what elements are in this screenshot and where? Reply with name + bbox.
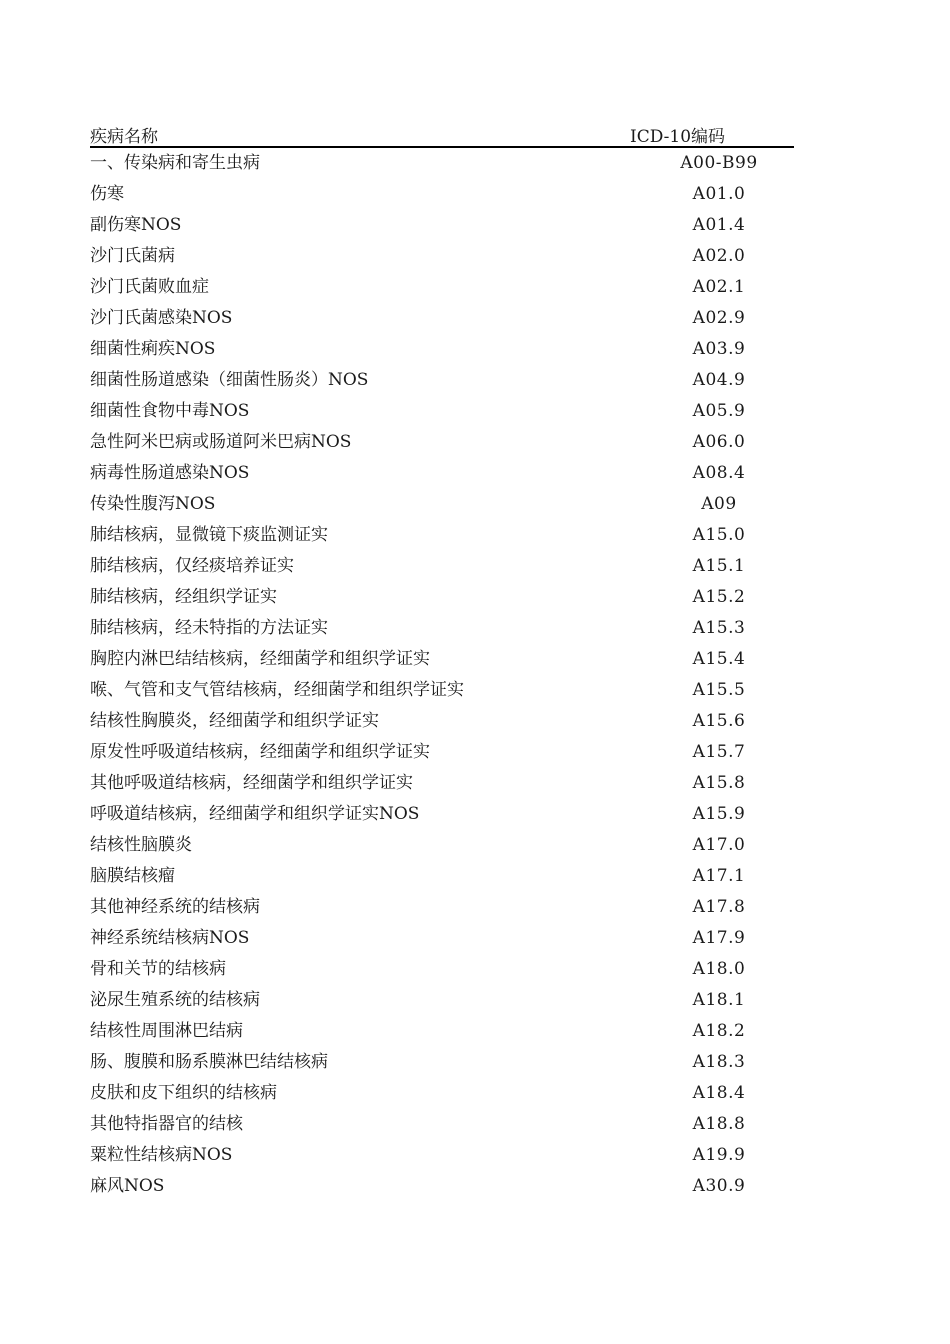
disease-name-cell: 细菌性食物中毒NOS [90,401,250,421]
icd-code-cell: A09 [701,494,737,514]
disease-name-cell: 细菌性肠道感染（细菌性肠炎）NOS [90,370,369,390]
table-row [90,148,794,179]
table-row [90,1140,794,1171]
disease-name-cell: 副伤寒NOS [90,215,182,235]
table-row [90,334,794,365]
table-row [90,1109,794,1140]
header-icd-code: ICD-10编码 [630,127,726,147]
disease-name-cell: 其他特指器官的结核 [90,1114,243,1134]
table-row [90,706,794,737]
icd-code-cell: A00-B99 [680,153,758,173]
header-disease-name: 疾病名称 [90,127,158,147]
icd-code-cell: A01.4 [692,215,746,235]
disease-name-cell: 神经系统结核病NOS [90,928,250,948]
table-row [90,1047,794,1078]
disease-name-cell: 结核性胸膜炎，经细菌学和组织学证实 [90,711,379,731]
table-row [90,520,794,551]
disease-name-cell: 麻风NOS [90,1176,165,1196]
disease-name-cell: 原发性呼吸道结核病，经细菌学和组织学证实 [90,742,430,762]
icd-code-cell: A15.8 [692,773,746,793]
icd-code-cell: A18.3 [692,1052,746,1072]
icd-code-cell: A30.9 [692,1176,746,1196]
icd-code-cell: A15.7 [692,742,746,762]
table-row [90,644,794,675]
icd-code-cell: A15.4 [692,649,746,669]
table-row [90,241,794,272]
table-row [90,427,794,458]
icd-code-cell: A06.0 [692,432,746,452]
disease-name-cell: 喉、气管和支气管结核病，经细菌学和组织学证实 [90,680,464,700]
table-row [90,954,794,985]
icd-code-cell: A18.1 [692,990,746,1010]
icd-code-cell: A15.2 [692,587,746,607]
icd-code-cell: A01.0 [692,184,746,204]
disease-name-cell: 沙门氏菌感染NOS [90,308,233,328]
disease-name-cell: 伤寒 [90,184,124,204]
disease-name-cell: 结核性脑膜炎 [90,835,192,855]
table-row [90,582,794,613]
disease-name-cell: 胸腔内淋巴结结核病，经细菌学和组织学证实 [90,649,430,669]
table-row [90,179,794,210]
icd-code-cell: A05.9 [692,401,746,421]
icd-code-cell: A02.9 [692,308,746,328]
disease-name-cell: 急性阿米巴病或肠道阿米巴病NOS [90,432,352,452]
disease-name-cell: 病毒性肠道感染NOS [90,463,250,483]
icd-code-cell: A15.9 [692,804,746,824]
table-row [90,985,794,1016]
table-row [90,396,794,427]
disease-name-cell: 肺结核病，经组织学证实 [90,587,277,607]
icd-code-cell: A17.0 [692,835,746,855]
table-row [90,210,794,241]
table-row [90,861,794,892]
disease-name-cell: 肺结核病，显微镜下痰监测证实 [90,525,328,545]
icd-code-cell: A03.9 [692,339,746,359]
table-body [90,148,794,1202]
table-row [90,675,794,706]
disease-name-cell: 其他呼吸道结核病，经细菌学和组织学证实 [90,773,413,793]
table-row [90,458,794,489]
table-row [90,365,794,396]
icd-code-cell: A15.0 [692,525,746,545]
disease-name-cell: 一、传染病和寄生虫病 [90,153,260,173]
table-row [90,737,794,768]
icd-code-cell: A18.8 [692,1114,746,1134]
table-row [90,613,794,644]
table-row [90,892,794,923]
icd-code-cell: A19.9 [692,1145,746,1165]
disease-name-cell: 肺结核病，仅经痰培养证实 [90,556,294,576]
disease-name-cell: 沙门氏菌败血症 [90,277,209,297]
table-row [90,551,794,582]
disease-name-cell: 呼吸道结核病，经细菌学和组织学证实NOS [90,804,420,824]
disease-name-cell: 细菌性痢疾NOS [90,339,216,359]
disease-name-cell: 脑膜结核瘤 [90,866,175,886]
table-row [90,799,794,830]
icd-code-cell: A04.9 [692,370,746,390]
table-row [90,489,794,520]
disease-name-cell: 肠、腹膜和肠系膜淋巴结结核病 [90,1052,328,1072]
table-row [90,768,794,799]
disease-name-cell: 粟粒性结核病NOS [90,1145,233,1165]
icd-code-cell: A15.3 [692,618,746,638]
table-header [90,118,794,148]
disease-name-cell: 其他神经系统的结核病 [90,897,260,917]
icd-code-cell: A18.4 [692,1083,746,1103]
icd-code-cell: A15.6 [692,711,746,731]
disease-name-cell: 泌尿生殖系统的结核病 [90,990,260,1010]
icd-code-table [90,118,794,1202]
table-row [90,1016,794,1047]
icd-code-cell: A18.2 [692,1021,746,1041]
icd-code-cell: A17.9 [692,928,746,948]
icd-code-cell: A18.0 [692,959,746,979]
icd-code-cell: A02.0 [692,246,746,266]
table-row [90,1078,794,1109]
table-row [90,923,794,954]
icd-code-cell: A17.1 [692,866,746,886]
icd-code-cell: A02.1 [692,277,746,297]
disease-name-cell: 沙门氏菌病 [90,246,175,266]
disease-name-cell: 结核性周围淋巴结病 [90,1021,243,1041]
table-row [90,830,794,861]
icd-code-cell: A17.8 [692,897,746,917]
table-row [90,1171,794,1202]
disease-name-cell: 骨和关节的结核病 [90,959,226,979]
disease-name-cell: 皮肤和皮下组织的结核病 [90,1083,277,1103]
icd-code-cell: A15.5 [692,680,746,700]
disease-name-cell: 传染性腹泻NOS [90,494,216,514]
table-row [90,272,794,303]
icd-code-cell: A08.4 [692,463,746,483]
disease-name-cell: 肺结核病，经未特指的方法证实 [90,618,328,638]
icd-code-cell: A15.1 [692,556,746,576]
table-row [90,303,794,334]
